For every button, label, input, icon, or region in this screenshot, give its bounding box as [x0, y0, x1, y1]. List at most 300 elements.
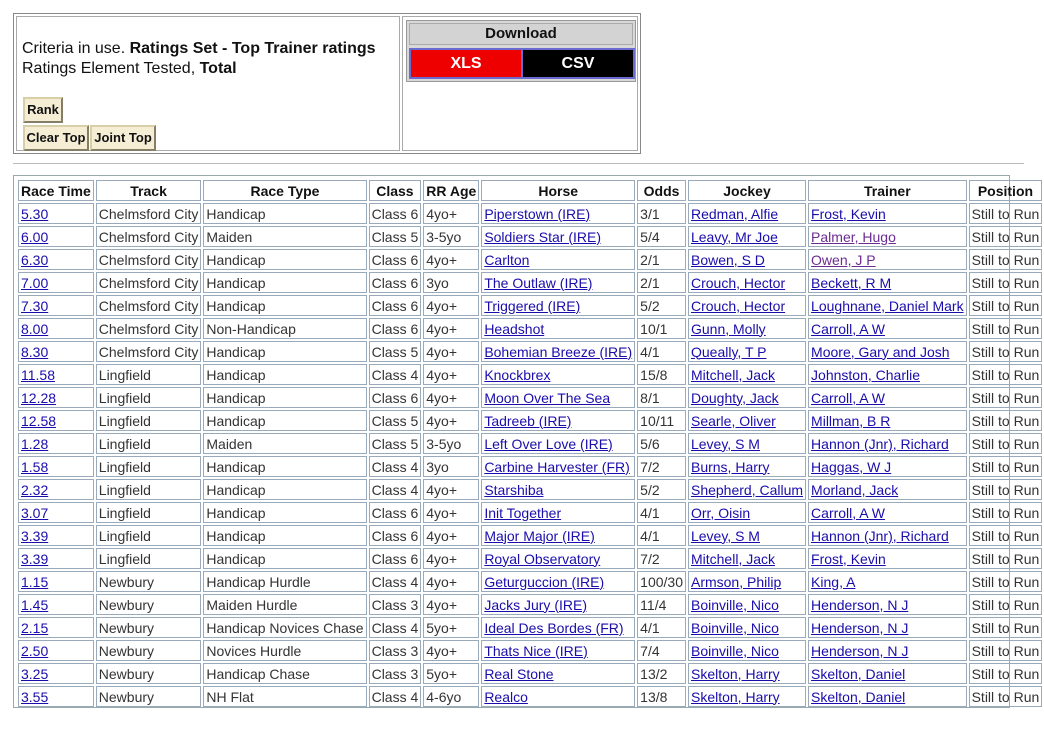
track-cell: Newbury — [96, 686, 202, 707]
horse-cell — [481, 364, 635, 385]
trainer-link[interactable]: Henderson, N J — [811, 596, 909, 613]
jockey-cell — [688, 479, 806, 500]
rr-age-cell: 4yo+ — [423, 364, 479, 385]
class-cell: Class 6 — [369, 295, 422, 316]
horse-cell — [481, 226, 635, 247]
odds-cell: 11/4 — [637, 594, 686, 615]
criteria-label: Criteria in use. — [22, 40, 130, 57]
race-type-cell: Handicap — [203, 548, 366, 569]
jockey-cell — [688, 617, 806, 638]
track-cell: Chelmsford City — [96, 341, 202, 362]
table-row — [18, 456, 1042, 477]
horse-link[interactable]: Real Stone — [484, 665, 554, 682]
trainer-link[interactable]: Frost, Kevin — [811, 205, 886, 222]
position-cell: Still to Run — [969, 663, 1043, 684]
trainer-cell — [808, 318, 967, 339]
jockey-cell — [688, 203, 806, 224]
race-time-link[interactable]: 7.00 — [21, 274, 49, 291]
trainer-link[interactable]: Carroll, A W — [811, 389, 885, 406]
track-cell: Newbury — [96, 640, 202, 661]
jockey-cell — [688, 456, 806, 477]
race-type-cell: Handicap Chase — [203, 663, 366, 684]
jockey-link[interactable]: Crouch, Hector — [690, 297, 786, 314]
column-header-class: Class — [369, 180, 422, 201]
horse-cell — [481, 525, 635, 546]
rr-age-cell: 4yo+ — [423, 410, 479, 431]
race-type-cell: Handicap — [203, 479, 366, 500]
position-cell: Still to Run — [969, 433, 1043, 454]
race-type-cell: Handicap — [203, 341, 366, 362]
trainer-link[interactable]: Skelton, Daniel — [811, 688, 906, 705]
criteria-element-label: Ratings Element Tested, — [22, 60, 200, 77]
horse-link[interactable]: Major Major (IRE) — [484, 527, 595, 544]
jockey-cell — [688, 594, 806, 615]
trainer-link[interactable]: Skelton, Daniel — [811, 665, 906, 682]
position-cell: Still to Run — [969, 272, 1043, 293]
horse-link[interactable]: Bohemian Breeze (IRE) — [484, 343, 633, 360]
trainer-link[interactable]: Beckett, R M — [811, 274, 892, 291]
trainer-link[interactable]: Henderson, N J — [811, 642, 909, 659]
download-box — [406, 20, 636, 82]
horse-link[interactable]: Init Together — [484, 504, 562, 521]
horse-link[interactable]: Knockbrex — [484, 366, 551, 383]
race-time-cell — [18, 479, 94, 500]
odds-cell: 3/1 — [637, 203, 686, 224]
horse-link[interactable]: Tadreeb (IRE) — [484, 412, 572, 429]
odds-cell: 7/4 — [637, 640, 686, 661]
rr-age-cell: 4yo+ — [423, 594, 479, 615]
trainer-link[interactable]: Moore, Gary and Josh — [811, 343, 950, 360]
horse-link[interactable]: Carlton — [484, 251, 530, 268]
race-time-cell — [18, 203, 94, 224]
jockey-cell — [688, 686, 806, 707]
position-cell: Still to Run — [969, 502, 1043, 523]
track-cell: Chelmsford City — [96, 226, 202, 247]
table-row — [18, 318, 1042, 339]
trainer-link[interactable]: Morland, Jack — [811, 481, 899, 498]
jockey-link[interactable]: Boinville, Nico — [690, 596, 779, 613]
table-row — [18, 387, 1042, 408]
class-cell: Class 4 — [369, 617, 422, 638]
race-time-cell — [18, 502, 94, 523]
track-cell: Lingfield — [96, 364, 202, 385]
track-cell: Lingfield — [96, 502, 202, 523]
odds-cell: 15/8 — [637, 364, 686, 385]
trainer-cell — [808, 410, 967, 431]
horse-link[interactable]: Left Over Love (IRE) — [484, 435, 613, 452]
race-time-link[interactable]: 3.07 — [21, 504, 49, 521]
odds-cell: 8/1 — [637, 387, 686, 408]
rr-age-cell: 5yo+ — [423, 663, 479, 684]
column-header-race-time: Race Time — [18, 180, 94, 201]
rr-age-cell: 3yo — [423, 272, 479, 293]
class-cell: Class 6 — [369, 525, 422, 546]
class-cell: Class 5 — [369, 341, 422, 362]
horse-cell — [481, 433, 635, 454]
odds-cell: 2/1 — [637, 272, 686, 293]
class-cell: Class 3 — [369, 640, 422, 661]
track-cell: Chelmsford City — [96, 318, 202, 339]
horse-link[interactable]: Triggered (IRE) — [484, 297, 581, 314]
race-time-cell — [18, 640, 94, 661]
rr-age-cell: 4yo+ — [423, 479, 479, 500]
position-cell: Still to Run — [969, 226, 1043, 247]
horse-link[interactable]: Headshot — [484, 320, 545, 337]
trainer-cell — [808, 295, 967, 316]
race-time-link[interactable]: 1.45 — [21, 596, 49, 613]
trainer-cell — [808, 479, 967, 500]
race-time-link[interactable]: 2.32 — [21, 481, 49, 498]
horse-link[interactable]: Starshiba — [484, 481, 544, 498]
horse-cell — [481, 479, 635, 500]
jockey-link[interactable]: Bowen, S D — [690, 251, 765, 268]
rr-age-cell: 4yo+ — [423, 249, 479, 270]
column-header-jockey: Jockey — [688, 180, 806, 201]
jockey-link[interactable]: Skelton, Harry — [690, 688, 780, 705]
jockey-cell — [688, 502, 806, 523]
trainer-cell — [808, 272, 967, 293]
trainer-link[interactable]: Frost, Kevin — [811, 550, 886, 567]
trainer-link[interactable]: Owen, J P — [811, 251, 876, 268]
jockey-cell — [688, 410, 806, 431]
class-cell: Class 6 — [369, 249, 422, 270]
table-row — [18, 203, 1042, 224]
horse-cell — [481, 341, 635, 362]
download-csv-button[interactable]: CSV — [521, 48, 635, 79]
jockey-link[interactable]: Orr, Oisin — [690, 504, 751, 521]
table-row — [18, 295, 1042, 316]
rr-age-cell: 4yo+ — [423, 571, 479, 592]
rr-age-cell: 3yo — [423, 456, 479, 477]
trainer-cell — [808, 686, 967, 707]
race-type-cell: Handicap — [203, 456, 366, 477]
criteria-element-line — [22, 60, 237, 78]
table-row — [18, 663, 1042, 684]
column-header-horse: Horse — [481, 180, 635, 201]
odds-cell: 2/1 — [637, 249, 686, 270]
horse-link[interactable]: Piperstown (IRE) — [484, 205, 591, 222]
race-time-cell — [18, 548, 94, 569]
odds-cell: 7/2 — [637, 456, 686, 477]
class-cell: Class 5 — [369, 226, 422, 247]
trainer-link[interactable]: Haggas, W J — [811, 458, 892, 475]
class-cell: Class 4 — [369, 571, 422, 592]
table-row — [18, 548, 1042, 569]
horse-link[interactable]: Jacks Jury (IRE) — [484, 596, 587, 613]
race-time-link[interactable]: 3.55 — [21, 688, 49, 705]
rr-age-cell: 4yo+ — [423, 502, 479, 523]
trainer-link[interactable]: Millman, B R — [811, 412, 891, 429]
position-cell: Still to Run — [969, 479, 1043, 500]
race-time-link[interactable]: 6.30 — [21, 251, 49, 268]
table-row — [18, 226, 1042, 247]
race-time-link[interactable]: 2.15 — [21, 619, 49, 636]
trainer-cell — [808, 364, 967, 385]
odds-cell: 4/1 — [637, 525, 686, 546]
horse-link[interactable]: Thats Nice (IRE) — [484, 642, 588, 659]
track-cell: Lingfield — [96, 387, 202, 408]
class-cell: Class 4 — [369, 364, 422, 385]
race-type-cell: NH Flat — [203, 686, 366, 707]
table-row — [18, 479, 1042, 500]
jockey-link[interactable]: Shepherd, Callum — [690, 481, 804, 498]
race-time-link[interactable]: 3.39 — [21, 550, 49, 567]
trainer-link[interactable]: Hannon (Jnr), Richard — [811, 435, 949, 452]
jockey-link[interactable]: Searle, Oliver — [690, 412, 776, 429]
race-time-cell — [18, 525, 94, 546]
rr-age-cell: 4yo+ — [423, 548, 479, 569]
horse-link[interactable]: Moon Over The Sea — [484, 389, 611, 406]
horse-cell — [481, 249, 635, 270]
race-time-cell — [18, 387, 94, 408]
class-cell: Class 6 — [369, 387, 422, 408]
rr-age-cell: 4yo+ — [423, 295, 479, 316]
class-cell: Class 4 — [369, 456, 422, 477]
jockey-link[interactable]: Boinville, Nico — [690, 642, 779, 659]
race-type-cell: Handicap Novices Chase — [203, 617, 366, 638]
horse-cell — [481, 272, 635, 293]
jockey-cell — [688, 525, 806, 546]
track-cell: Newbury — [96, 617, 202, 638]
race-time-cell — [18, 341, 94, 362]
position-cell: Still to Run — [969, 456, 1043, 477]
table-row — [18, 502, 1042, 523]
jockey-cell — [688, 318, 806, 339]
horse-link[interactable]: Geturguccion (IRE) — [484, 573, 605, 590]
trainer-link[interactable]: Carroll, A W — [811, 320, 885, 337]
position-cell: Still to Run — [969, 686, 1043, 707]
position-cell: Still to Run — [969, 387, 1043, 408]
rr-age-cell: 4yo+ — [423, 203, 479, 224]
rr-age-cell: 4yo+ — [423, 525, 479, 546]
race-time-cell — [18, 594, 94, 615]
column-header-odds: Odds — [637, 180, 686, 201]
race-type-cell: Handicap — [203, 249, 366, 270]
table-row — [18, 410, 1042, 431]
column-header-race-type: Race Type — [203, 180, 366, 201]
race-type-cell: Maiden Hurdle — [203, 594, 366, 615]
odds-cell: 13/8 — [637, 686, 686, 707]
rr-age-cell: 4yo+ — [423, 387, 479, 408]
track-cell: Newbury — [96, 571, 202, 592]
odds-cell: 4/1 — [637, 341, 686, 362]
race-time-link[interactable]: 6.00 — [21, 228, 49, 245]
race-type-cell: Maiden — [203, 226, 366, 247]
race-time-cell — [18, 295, 94, 316]
table-row — [18, 594, 1042, 615]
jockey-link[interactable]: Queally, T P — [690, 343, 767, 360]
jockey-link[interactable]: Redman, Alfie — [690, 205, 779, 222]
trainer-link[interactable]: Hannon (Jnr), Richard — [811, 527, 949, 544]
race-time-link[interactable]: 5.30 — [21, 205, 49, 222]
horse-link[interactable]: Royal Observatory — [484, 550, 601, 567]
criteria-cell — [16, 16, 400, 151]
trainer-cell — [808, 456, 967, 477]
jockey-link[interactable]: Leavy, Mr Joe — [690, 228, 778, 245]
odds-cell: 10/1 — [637, 318, 686, 339]
track-cell: Chelmsford City — [96, 203, 202, 224]
trainer-link[interactable]: Loughnane, Daniel Mark — [811, 297, 964, 314]
horse-cell — [481, 548, 635, 569]
odds-cell: 5/2 — [637, 295, 686, 316]
download-xls-button[interactable]: XLS — [409, 48, 523, 79]
jockey-link[interactable]: Mitchell, Jack — [690, 550, 776, 567]
trainer-cell — [808, 571, 967, 592]
position-cell: Still to Run — [969, 364, 1043, 385]
race-time-link[interactable]: 2.50 — [21, 642, 49, 659]
trainer-cell — [808, 617, 967, 638]
jockey-link[interactable]: Mitchell, Jack — [690, 366, 776, 383]
trainer-cell — [808, 341, 967, 362]
race-type-cell: Handicap — [203, 502, 366, 523]
position-cell: Still to Run — [969, 295, 1043, 316]
jockey-link[interactable]: Doughty, Jack — [690, 389, 779, 406]
jockey-link[interactable]: Armson, Philip — [690, 573, 782, 590]
track-cell: Lingfield — [96, 410, 202, 431]
table-row — [18, 249, 1042, 270]
race-time-link[interactable]: 1.58 — [21, 458, 49, 475]
position-cell: Still to Run — [969, 640, 1043, 661]
jockey-link[interactable]: Boinville, Nico — [690, 619, 779, 636]
class-cell: Class 5 — [369, 433, 422, 454]
download-title: Download — [409, 23, 633, 45]
jockey-link[interactable]: Crouch, Hector — [690, 274, 786, 291]
trainer-cell — [808, 502, 967, 523]
race-time-link[interactable]: 8.30 — [21, 343, 49, 360]
horse-cell — [481, 640, 635, 661]
horse-link[interactable]: Carbine Harvester (FR) — [484, 458, 630, 475]
horse-cell — [481, 502, 635, 523]
download-cell — [402, 16, 638, 151]
jockey-link[interactable]: Gunn, Molly — [690, 320, 766, 337]
race-time-link[interactable]: 12.58 — [21, 412, 57, 429]
trainer-cell — [808, 203, 967, 224]
class-cell: Class 6 — [369, 203, 422, 224]
race-time-cell — [18, 364, 94, 385]
rr-age-cell: 5yo+ — [423, 617, 479, 638]
position-cell: Still to Run — [969, 341, 1043, 362]
rr-age-cell: 3-5yo — [423, 433, 479, 454]
class-cell: Class 6 — [369, 502, 422, 523]
results-table-frame — [13, 175, 1040, 708]
table-row — [18, 341, 1042, 362]
trainer-cell — [808, 226, 967, 247]
table-header-row — [18, 180, 1042, 201]
jockey-cell — [688, 387, 806, 408]
race-type-cell: Non-Handicap — [203, 318, 366, 339]
odds-cell: 7/2 — [637, 548, 686, 569]
rank-button[interactable]: Rank — [23, 97, 63, 123]
class-cell: Class 3 — [369, 663, 422, 684]
race-time-link[interactable]: 1.28 — [21, 435, 49, 452]
horse-cell — [481, 410, 635, 431]
odds-cell: 13/2 — [637, 663, 686, 684]
jockey-link[interactable]: Levey, S M — [690, 527, 760, 544]
rr-age-cell: 4yo+ — [423, 640, 479, 661]
divider — [13, 163, 1024, 164]
rr-age-cell: 4yo+ — [423, 318, 479, 339]
track-cell: Lingfield — [96, 548, 202, 569]
position-cell: Still to Run — [969, 525, 1043, 546]
trainer-cell — [808, 387, 967, 408]
class-cell: Class 5 — [369, 410, 422, 431]
trainer-cell — [808, 548, 967, 569]
trainer-link[interactable]: Johnston, Charlie — [811, 366, 920, 383]
table-row — [18, 364, 1042, 385]
class-cell: Class 4 — [369, 686, 422, 707]
track-cell: Chelmsford City — [96, 272, 202, 293]
position-cell: Still to Run — [969, 548, 1043, 569]
trainer-link[interactable]: King, A — [811, 573, 856, 590]
position-cell: Still to Run — [969, 203, 1043, 224]
race-type-cell: Handicap — [203, 295, 366, 316]
trainer-link[interactable]: Carroll, A W — [811, 504, 885, 521]
position-cell: Still to Run — [969, 571, 1043, 592]
track-cell: Newbury — [96, 594, 202, 615]
jockey-cell — [688, 295, 806, 316]
jockey-cell — [688, 640, 806, 661]
criteria-element: Total — [199, 60, 237, 77]
race-type-cell: Novices Hurdle — [203, 640, 366, 661]
race-type-cell: Handicap Hurdle — [203, 571, 366, 592]
race-time-link[interactable]: 12.28 — [21, 389, 57, 406]
odds-cell: 10/11 — [637, 410, 686, 431]
race-type-cell: Handicap — [203, 364, 366, 385]
table-row — [18, 686, 1042, 707]
trainer-cell — [808, 594, 967, 615]
joint-top-button[interactable]: Joint Top — [90, 125, 156, 151]
jockey-link[interactable]: Levey, S M — [690, 435, 760, 452]
column-header-position: Position — [969, 180, 1043, 201]
horse-link[interactable]: Ideal Des Bordes (FR) — [484, 619, 624, 636]
race-time-cell — [18, 272, 94, 293]
horse-link[interactable]: Soldiers Star (IRE) — [484, 228, 602, 245]
race-time-link[interactable]: 7.30 — [21, 297, 49, 314]
position-cell: Still to Run — [969, 617, 1043, 638]
race-time-cell — [18, 571, 94, 592]
class-cell: Class 3 — [369, 594, 422, 615]
race-type-cell: Handicap — [203, 525, 366, 546]
clear-top-button[interactable]: Clear Top — [23, 125, 89, 151]
race-time-link[interactable]: 1.15 — [21, 573, 49, 590]
column-header-rr-age: RR Age — [423, 180, 479, 201]
jockey-cell — [688, 548, 806, 569]
race-time-link[interactable]: 3.25 — [21, 665, 49, 682]
race-time-link[interactable]: 8.00 — [21, 320, 49, 337]
rr-age-cell: 4yo+ — [423, 341, 479, 362]
race-type-cell: Handicap — [203, 272, 366, 293]
jockey-link[interactable]: Skelton, Harry — [690, 665, 780, 682]
horse-link[interactable]: Realco — [484, 688, 528, 705]
race-time-cell — [18, 617, 94, 638]
horse-cell — [481, 663, 635, 684]
table-row — [18, 272, 1042, 293]
trainer-link[interactable]: Palmer, Hugo — [811, 228, 896, 245]
rr-age-cell: 3-5yo — [423, 226, 479, 247]
race-time-link[interactable]: 3.39 — [21, 527, 49, 544]
horse-link[interactable]: The Outlaw (IRE) — [484, 274, 593, 291]
class-cell: Class 6 — [369, 548, 422, 569]
race-time-link[interactable]: 11.58 — [21, 366, 55, 383]
horse-cell — [481, 387, 635, 408]
race-time-cell — [18, 318, 94, 339]
class-cell: Class 4 — [369, 479, 422, 500]
column-header-track: Track — [96, 180, 202, 201]
trainer-link[interactable]: Henderson, N J — [811, 619, 909, 636]
jockey-link[interactable]: Burns, Harry — [690, 458, 770, 475]
position-cell: Still to Run — [969, 249, 1043, 270]
table-row — [18, 617, 1042, 638]
